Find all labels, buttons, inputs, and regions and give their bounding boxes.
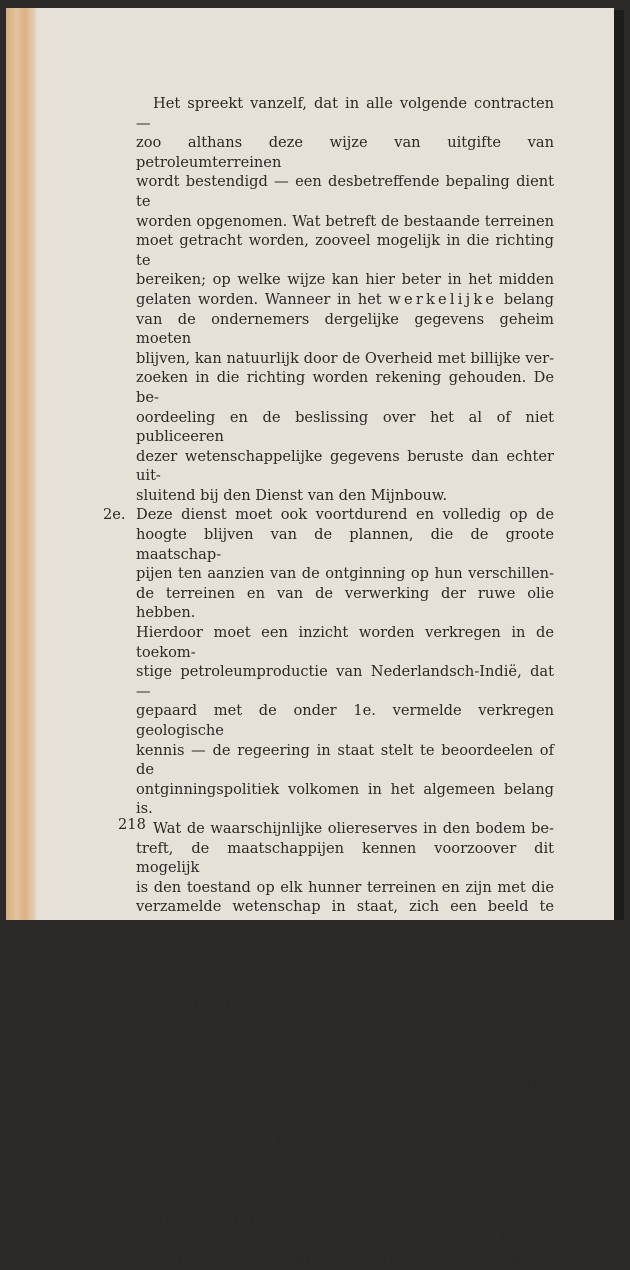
text-line: Deze dienst moet ook voortdurend en volledig op de — [136, 506, 554, 524]
page-edge — [6, 8, 36, 920]
text-line: gepaard met de onder 1e. vermelde verkregen geologische — [136, 702, 554, 739]
text-line: de terreinen en van de verwerking der ruwe olie hebben. — [136, 584, 554, 622]
text-line: ontginningspolitiek volkomen in het algemeen belang is. — [136, 780, 554, 818]
text-line: treft, de maatschappijen kennen voorzoover dit mogelijk — [136, 839, 554, 877]
text-line: oordeeling en de beslissing over het al of niet publiceeren — [136, 408, 554, 446]
text-line: bereiken; op welke wijze kan hier beter in het midden — [136, 271, 554, 289]
numbered-item-2e — [103, 505, 554, 819]
paragraph-1 — [136, 94, 554, 505]
text-segment: belang — [503, 290, 554, 308]
text-line-with-emphasis — [136, 290, 554, 310]
text-line: sluitend bij den Dienst van den Mijnbouw. — [136, 486, 448, 504]
text-line: het einde der exploitatie in Noord-Sumatra niet ver meer — [136, 1035, 554, 1073]
text-line: Hierdoor moet een inzicht worden verkregen in de toekom- — [136, 624, 554, 661]
text-line: zoeken in die richting worden rekening gehouden. De be- — [136, 369, 554, 406]
text-line: terreinen weten, maar in de eerste plaats — zij het — [136, 1251, 554, 1269]
text-line: volgens den hiervóór genoemden Dr. Rutten (die echter — [136, 976, 554, 994]
text-line: van de ondernemers dergelijke gegevens geheim moeten — [136, 310, 554, 348]
page-number: 218 — [118, 816, 146, 833]
text-line: een buitenstaander is) de toekomst in 1927 zoodanig, dat — [136, 996, 554, 1033]
text-line: is den toestand op elk hunner terreinen en zijn met die — [136, 878, 554, 896]
text-line: van hun productiemogelijkheden in de toekomst. Zoo was — [136, 937, 554, 975]
text-line: verzamelde wetenschap in staat, zich een beeld te vormen — [136, 898, 554, 935]
text-segment: gelaten worden. Wanneer in het — [136, 290, 382, 308]
text-line: moet getracht worden, zooveel mogelijk in die richting te — [136, 232, 554, 269]
item-number: 2e. — [103, 506, 126, 524]
paragraph-3 — [136, 819, 554, 1270]
text-line: Wat de waarschijnlijke oliereserves in den bodem be- — [153, 819, 554, 837]
text-line: hoogte blijven van de plannen, die de groote maatschap- — [136, 526, 554, 563]
text-line: zoo althans deze wijze van uitgifte van petroleumterreinen — [136, 134, 554, 171]
text-line: Het spreekt vanzelf, dat in alle volgende contracten — — [136, 95, 554, 132]
text-line: in dien tijd. Het wordt daarom hoog tijd, dat niet alleen — [136, 1211, 554, 1229]
emphasized-word: werkelijke — [388, 290, 498, 308]
text-line: de opbrengst van Java en Borneo voorloopig nog geen — [136, 1133, 554, 1151]
text-line: vrees behoefde te bestaan. Intusschen — dit is alles weer — [136, 1153, 554, 1190]
text-line: volgen, maar dat voor belangrijken achteruitgang van — [136, 1113, 554, 1131]
text-line: worden opgenomen. Wat betreft de bestaande terreinen — [136, 212, 554, 230]
text-line: blijven, kan natuurlijk door de Overheid met billijke ver- — [136, 349, 554, 367]
text-line: stige petroleumproductie van Nederlandsch-Indië, dat — — [136, 663, 554, 700]
text-line: kennis — de regeering in staat stelt te beoordeelen of de — [136, 741, 554, 779]
text-line: pijen ten aanzien van de ontginning op hun verschillen- — [136, 565, 554, 583]
text-line: verwijderd was en dat daarna wellicht Zuid-Sumatra zou — [136, 1074, 554, 1112]
text-line: wordt bestendigd — een desbetreffende bepaling dient te — [136, 173, 554, 210]
text-line: 15 jaren geleden, na een sterk opgedreven productie — [136, 1192, 554, 1210]
text-line: dezer wetenschappelijke gegevens beruste dan echter uit- — [136, 447, 554, 485]
text-line: B.P.M. en Koloniale alles omtrent de capaciteit hunner — [136, 1231, 554, 1249]
